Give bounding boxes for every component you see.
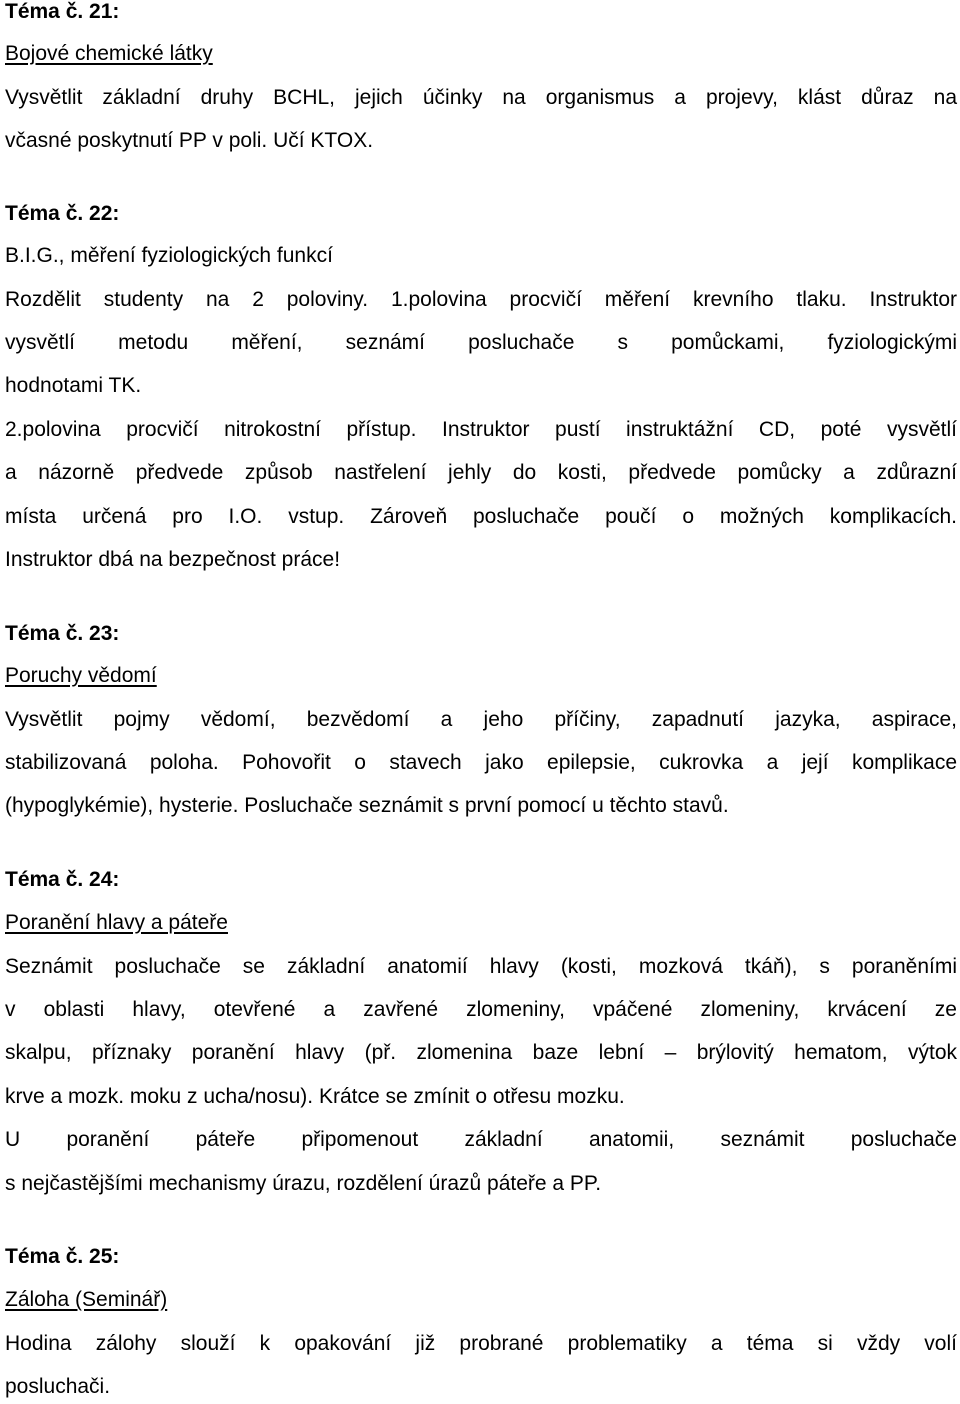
paragraph-line: 2.polovina procvičí nitrokostní přístup. Instruktor pustí instruktážní CD, poté vysvětlí xyxy=(5,418,957,441)
paragraph-line: Seznámit posluchače se základní anatomií hlavy (kosti, mozková tkáň), s poraněními xyxy=(5,955,957,978)
paragraph-line: Hodina zálohy slouží k opakování již probrané problematiky a téma si vždy volí xyxy=(5,1332,957,1355)
section-subtitle: Poruchy vědomí xyxy=(5,664,157,687)
section-heading: Téma č. 21: xyxy=(5,0,120,23)
section-subtitle: B.I.G., měření fyziologických funkcí xyxy=(5,244,333,267)
paragraph-line: Instruktor dbá na bezpečnost práce! xyxy=(5,548,341,571)
section-heading: Téma č. 22: xyxy=(5,202,120,225)
section-heading: Téma č. 24: xyxy=(5,868,120,891)
paragraph-line: krve a mozk. moku z ucha/nosu). Krátce se zmínit o otřesu mozku. xyxy=(5,1085,625,1108)
paragraph-line: skalpu, příznaky poranění hlavy (př. zlomenina baze lební – brýlovitý hematom, výtok xyxy=(5,1041,957,1064)
paragraph-line: s nejčastějšími mechanismy úrazu, rozdělení úrazů páteře a PP. xyxy=(5,1172,602,1195)
paragraph-line: posluchači. xyxy=(5,1375,111,1398)
paragraph-line: Vysvětlit základní druhy BCHL, jejich účinky na organismus a projevy, klást důraz na xyxy=(5,86,957,109)
paragraph-line: stabilizovaná poloha. Pohovořit o stavech jako epilepsie, cukrovka a její komplikace xyxy=(5,751,957,774)
paragraph-line: a názorně předvede způsob nastřelení jehly do kosti, předvede pomůcky a zdůrazní xyxy=(5,461,957,484)
paragraph-line: U poranění páteře připomenout základní anatomii, seznámit posluchače xyxy=(5,1128,957,1151)
section-heading: Téma č. 25: xyxy=(5,1245,120,1268)
section-subtitle: Bojové chemické látky xyxy=(5,42,213,65)
paragraph-line: místa určená pro I.O. vstup. Zároveň posluchače poučí o možných komplikacích. xyxy=(5,505,957,528)
paragraph-line: včasné poskytnutí PP v poli. Učí KTOX. xyxy=(5,129,374,152)
section-subtitle: Záloha (Seminář) xyxy=(5,1288,168,1311)
paragraph-line: v oblasti hlavy, otevřené a zavřené zlomeniny, vpáčené zlomeniny, krvácení ze xyxy=(5,998,957,1021)
section-subtitle: Poranění hlavy a páteře xyxy=(5,911,228,934)
paragraph-line: Vysvětlit pojmy vědomí, bezvědomí a jeho příčiny, zapadnutí jazyka, aspirace, xyxy=(5,708,957,731)
paragraph-line: Rozdělit studenty na 2 poloviny. 1.polovina procvičí měření krevního tlaku. Instruktor xyxy=(5,288,957,311)
paragraph-line: (hypoglykémie), hysterie. Posluchače seznámit s první pomocí u těchto stavů. xyxy=(5,794,729,817)
section-heading: Téma č. 23: xyxy=(5,622,120,645)
paragraph-line: vysvětlí metodu měření, seznámí posluchače s pomůckami, fyziologickými xyxy=(5,331,957,354)
paragraph-line: hodnotami TK. xyxy=(5,374,142,397)
